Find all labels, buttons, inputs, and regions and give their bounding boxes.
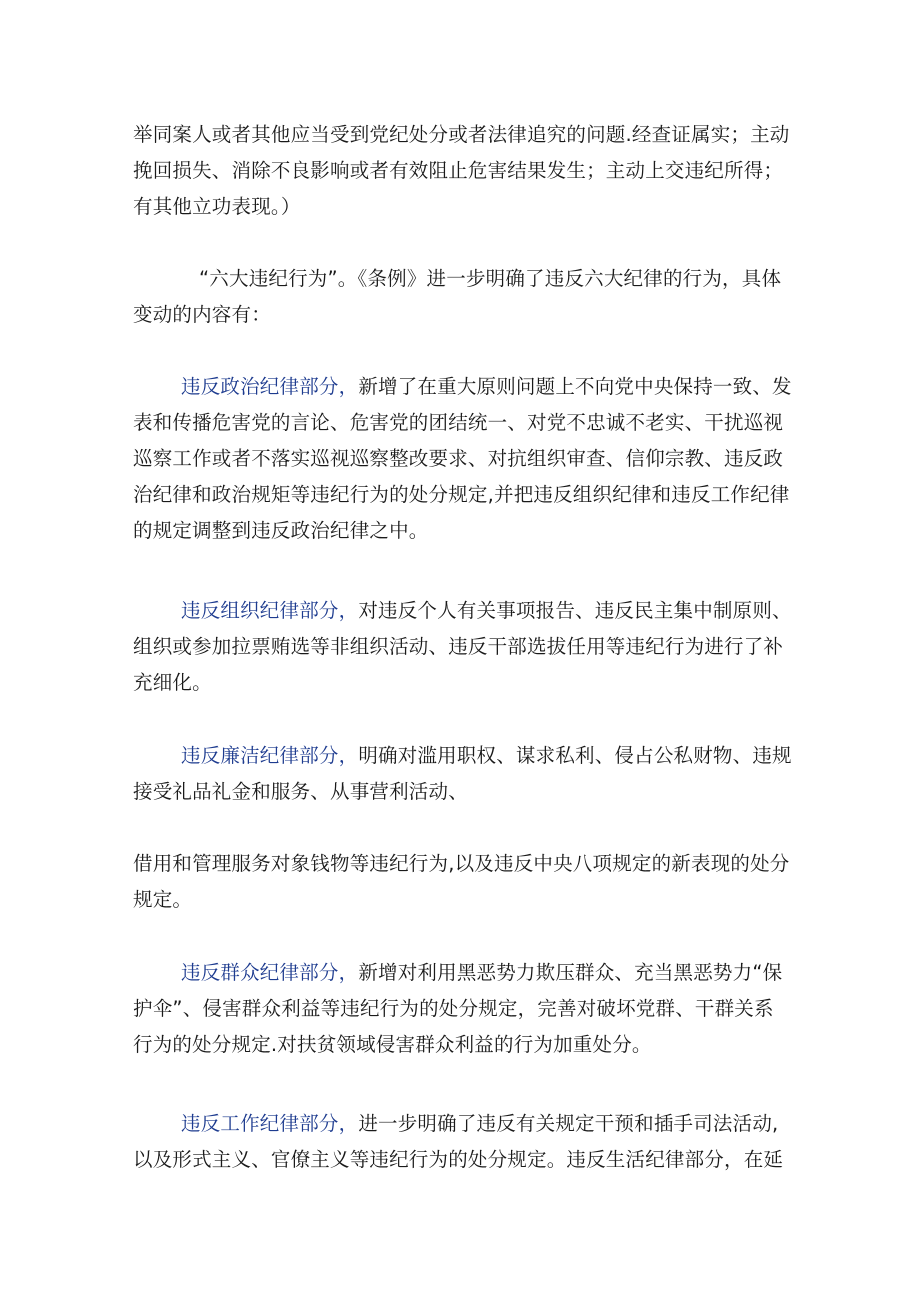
paragraph-text: 新增对利用黑恶势力欺压群众、充当黑恶势力“保护伞”、侵害群众利益等违纪行为的处分规定，完善对破坏党群、干群关系行为的处分规定.对扶贫领域侵害群众利益的行为加重处分。 <box>133 961 783 1056</box>
paragraph-integrity-continued <box>133 846 793 918</box>
paragraph-text: 进一步明确了违反有关规定干预和插手司法活动,以及形式主义、官僚主义等违纪行为的处分规定。违反生活纪律部分，在延 <box>133 1112 784 1171</box>
section-lead-masses: 违反群众纪律部分， <box>181 961 359 984</box>
paragraph-text: 对违反个人有关事项报告、违反民主集中制原则、组织或参加拉票贿选等非组织活动、违反干部选拔任用等违纪行为进行了补充细化。 <box>133 599 792 694</box>
paragraph-six-violations <box>133 261 793 333</box>
paragraph-work-discipline <box>133 1106 793 1178</box>
paragraph-text: 借用和管理服务对象钱物等违纪行为,以及违反中央八项规定的新表现的处分规定。 <box>133 852 790 911</box>
section-lead-political: 违反政治纪律部分， <box>181 375 359 398</box>
paragraph-integrity-discipline <box>133 738 793 810</box>
paragraph-text: 明确对滥用职权、谋求私利、侵占公私财物、违规接受礼品礼金和服务、从事营利活动、 <box>133 744 792 803</box>
paragraph-text: “六大违纪行为”。《条例》进一步明确了违反六大纪律的行为，具体变动的内容有： <box>133 267 782 326</box>
paragraph-continuation <box>133 117 793 225</box>
section-lead-work: 违反工作纪律部分， <box>181 1112 359 1135</box>
section-lead-organization: 违反组织纪律部分， <box>181 599 359 622</box>
paragraph-masses-discipline <box>133 955 793 1063</box>
section-lead-integrity: 违反廉洁纪律部分， <box>181 744 359 767</box>
paragraph-political-discipline <box>133 369 793 549</box>
paragraph-text: 新增了在重大原则问题上不向党中央保持一致、发表和传播危害党的言论、危害党的团结统一、对党不忠诚不老实、干扰巡视巡察工作或者不落实巡视巡察整改要求、对抗组织审查、信仰宗教、违反政治纪律和政治规矩等违纪行为的处分规定,并把违反组织纪律和违反工作纪律的规定调整到违反政治纪律之中。 <box>133 375 792 542</box>
paragraph-text: 举同案人或者其他应当受到党纪处分或者法律追究的问题.经查证属实；主动挽回损失、消除不良影响或者有效阻止危害结果发生；主动上交违纪所得；有其他立功表现。） <box>133 123 790 218</box>
paragraph-organization-discipline <box>133 593 793 701</box>
